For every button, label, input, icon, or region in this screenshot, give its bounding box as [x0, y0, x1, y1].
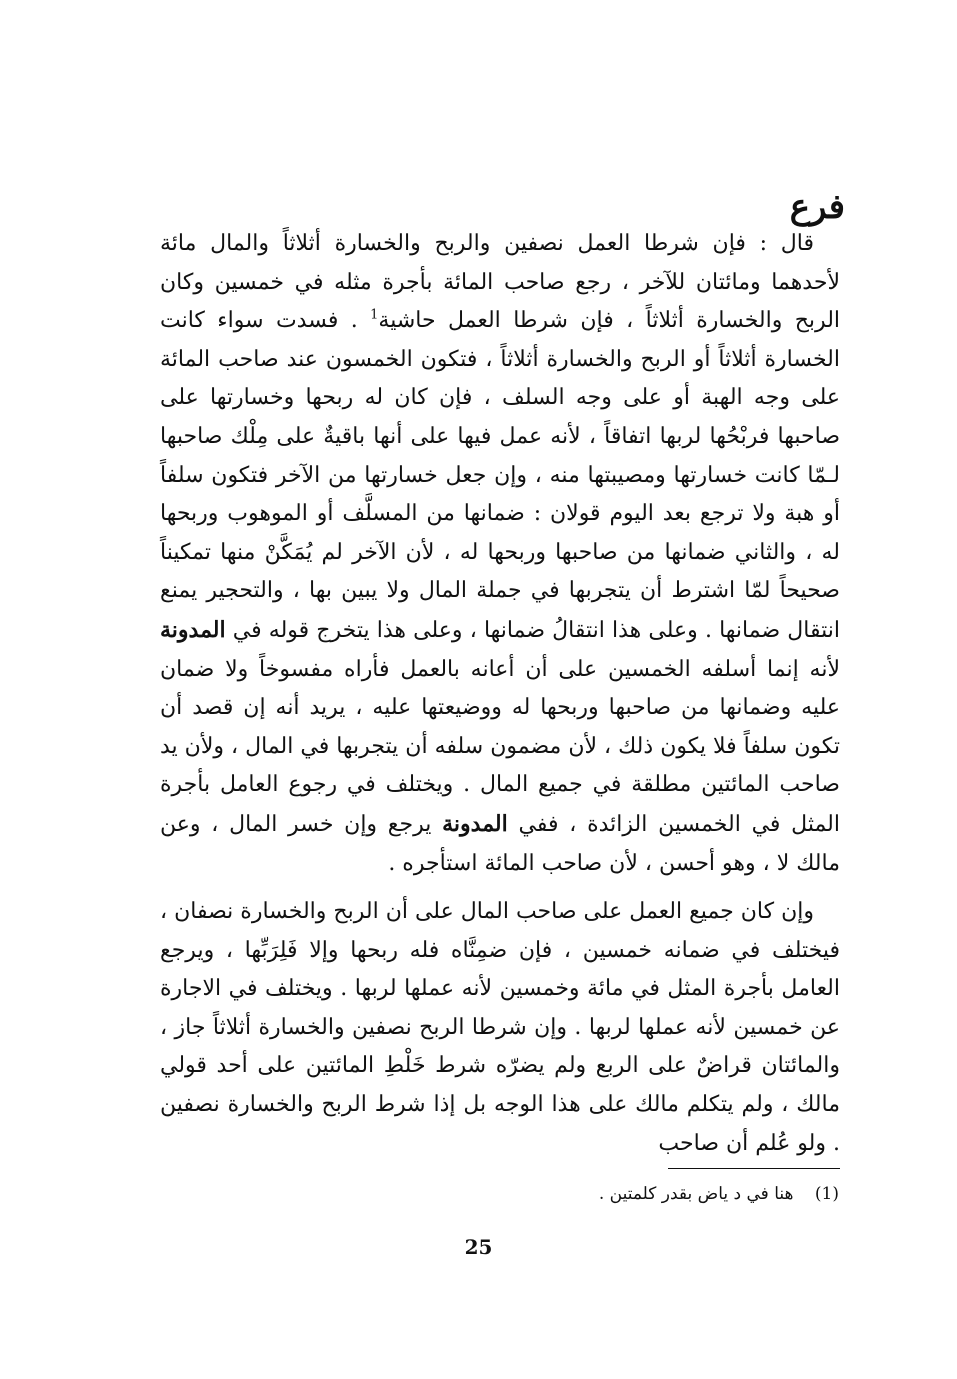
- section-heading: فرع: [789, 187, 845, 227]
- paragraph-1: [160, 225, 840, 883]
- footnote: [599, 1180, 839, 1208]
- paragraph-1-part-d: يرجع وإن خسر المال ، وعن مالك لا ، وهو أحسن ، لأن صاحب المائة استأجره .: [160, 811, 840, 876]
- paragraph-1-part-b: . فسدت سواء كانت الخسارة أثلاثاً أو الربح والخسارة أثلاثاً ، فتكون الخمسون عند صاحب المائة على وجه الهبة أو على وجه السلف ، فإن كان له ربحها وخسارتها على صاحبها فربْحُها لربها اتفاقاً ، لأنه عمل فيها على أنها باقيةٌ على مِلْك صاحبها لـمّا كانت خسارتها ومصيبتها منه ، وإن جعل خسارتها من الآخر فتكون سلفاً أو هبة ولا ترجع بعد اليوم قولان : ضمانها من المسلَّف أو الموهوب وربحها له ، والثاني ضمانها من صاحبها وربحها له ، لأن الآخر لم يُمَكَّنْ منها تمكيناً صحيحاً لمّا اشترط أن يتجربها في جملة المال ولا يبين بها ، والتحجير يمنع انتقال ضمانها . وعلى هذا انتقالُ ضمانها ، وعلى هذا يتخرج قوله في: [160, 308, 840, 643]
- bold-term-mudawwana: المدونة: [442, 810, 508, 837]
- footnote-divider: [668, 1168, 840, 1169]
- page-number: 25: [464, 1235, 493, 1259]
- paragraph-2: وإن كان جميع العمل على صاحب المال على أن الربح والخسارة نصفان ، فيختلف في ضمانه خمسين ، فإن ضمِنَّاه فله ربحها وإلا فَلِرَبِّها ، ويرجع العامل بأجرة المثل في مائة وخمسين لأنه عملها لربها . ويختلف في الاجارة عن خمسين لأنه عملها لربها . وإن شرطا الربح نصفين والخسارة أثلاثاً جاز ، والمائتان قراضٌ على الربع ولم يضرّه شرط خَلْطِ المائتين على أحد قولي مالك ، ولم يتكلم مالك على هذا الوجه بل إذا شرط الربح والخسارة نصفين . ولو عُلم أن صاحب: [160, 899, 840, 1156]
- footnote-reference: 1: [370, 307, 379, 323]
- paragraph-1-part-a: قال : فإن شرطا العمل نصفين والربح والخسارة أثلاثاً والمال مائة لأحدهما ومائتان للآخر ، رجع صاحب المائة بأجرة مثله في خمسين وكان الربح والخسارة أثلاثاً ، فإن شرطا العمل حاشية: [160, 231, 841, 334]
- footnote-number: (1): [814, 1184, 839, 1204]
- body-text: [160, 225, 840, 1163]
- footnote-text: هنا في د ياض بقدر كلمتين .: [598, 1184, 794, 1204]
- bold-term-mudawwana: المدونة: [160, 616, 226, 643]
- paragraph-1-part-c: لأنه إنما أسلفه الخمسين على أن أعانه بالعمل فأراه مفسوخاً ولا ضمان عليه وضمانها من صاحبها وربحها له ووضيعتها عليه ، يريد أنه إن قصد أن تكون سلفاً فلا يكون ذلك ، لأن مضمون سلفه أن يتجربها في المال ، ولأن يد صاحب المائتين مطلقة في جميع المال . ويختلف في رجوع العامل بأجرة المثل في الخمسين الزائدة ، ففي: [160, 656, 840, 837]
